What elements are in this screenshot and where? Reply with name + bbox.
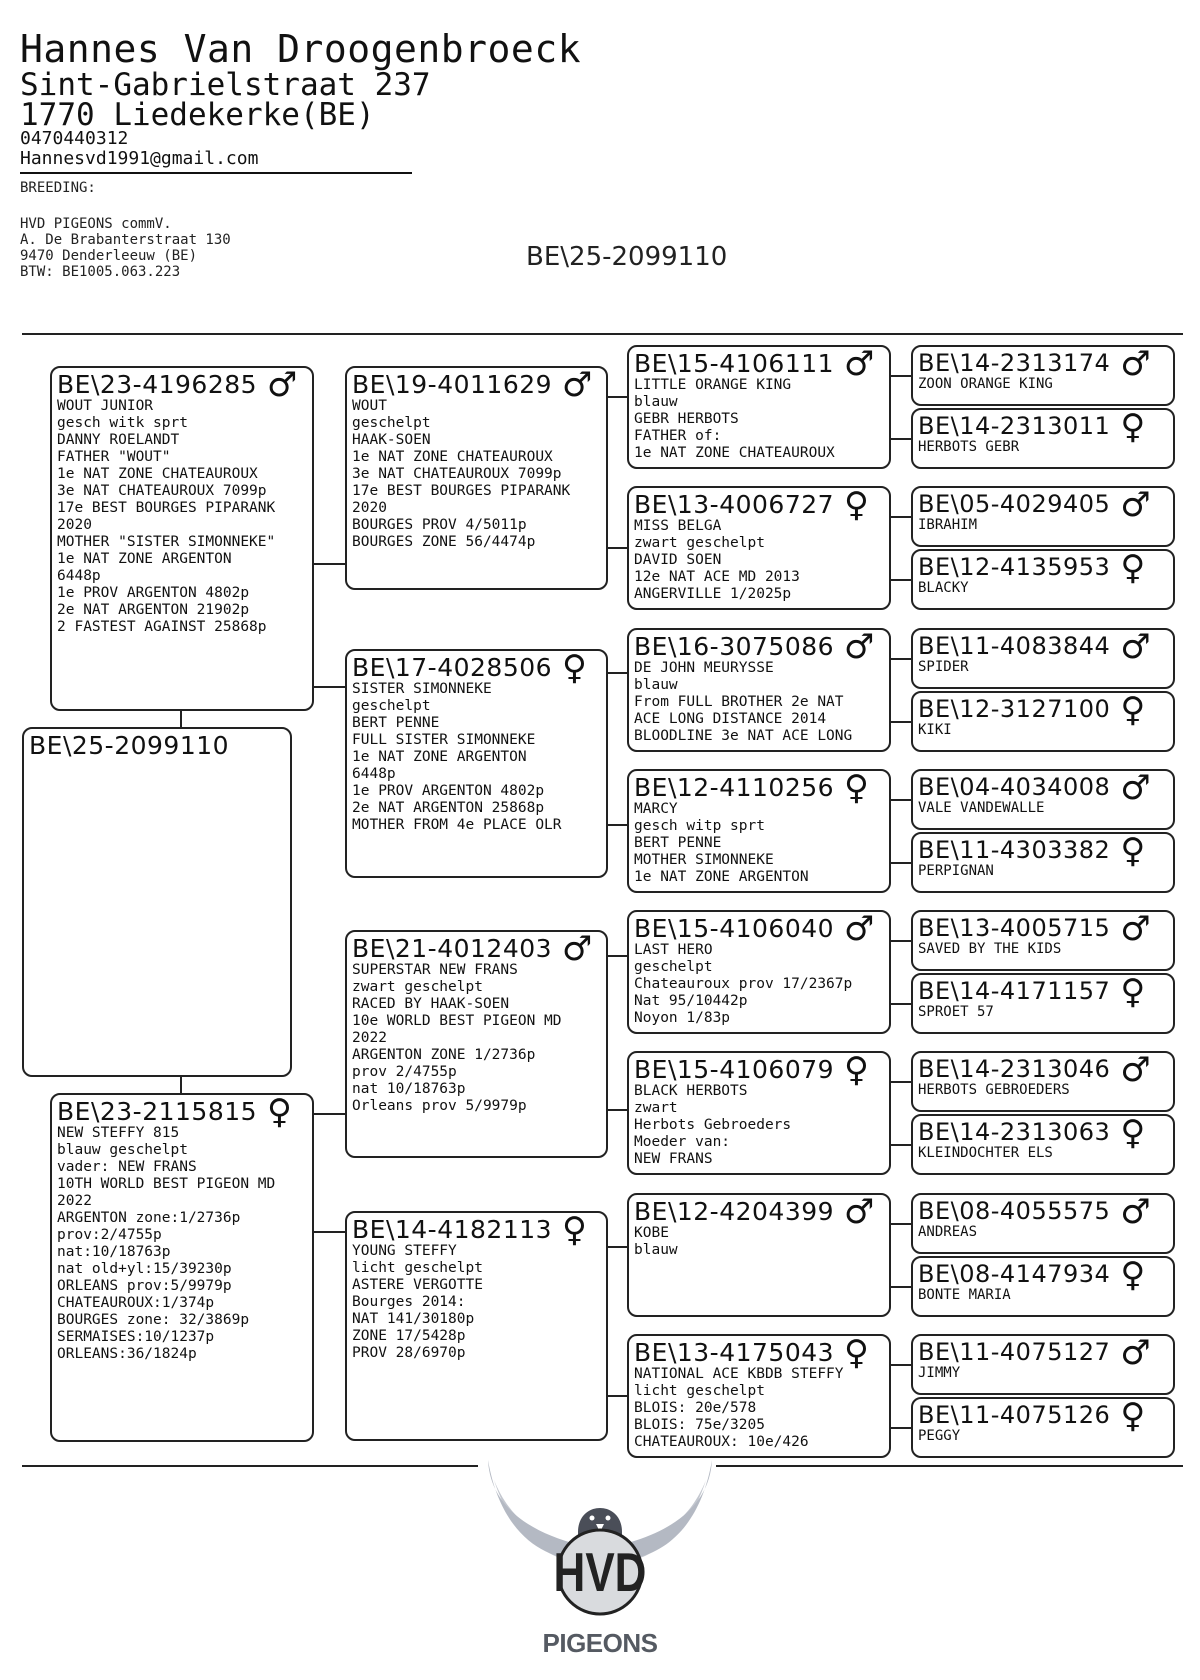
detail-line: MOTHER SIMONNEKE	[634, 852, 774, 868]
detail-line: BERT PENNE	[352, 715, 440, 731]
breeder-line: A. De Brabanterstraat 130	[20, 232, 231, 248]
pigeon-details	[634, 801, 884, 886]
ring-number: BE\16-3075086	[634, 632, 835, 661]
pedigree-card[interactable]	[627, 769, 891, 893]
detail-line: KOBE	[634, 1225, 669, 1241]
detail-line: GEBR HERBOTS	[634, 411, 739, 427]
pedigree-card[interactable]	[911, 408, 1175, 469]
connector-line	[890, 375, 911, 377]
ring-number-row	[634, 628, 884, 667]
connector-line	[890, 1003, 911, 1005]
svg-text:HVD: HVD	[553, 1541, 647, 1604]
detail-line: blauw	[634, 1242, 678, 1258]
ring-number: BE\14-2313011	[918, 412, 1111, 440]
pigeon-details	[634, 518, 884, 603]
male-symbol-icon: ♂	[562, 930, 594, 969]
pedigree-card[interactable]	[911, 832, 1175, 893]
pigeon-details	[57, 398, 307, 636]
ring-number-row	[634, 910, 884, 949]
pedigree-card[interactable]	[911, 1397, 1175, 1458]
owner-city: 1770 Liedekerke(BE)	[20, 97, 375, 133]
connector-subject-dam	[180, 1076, 182, 1093]
pigeon-details	[352, 962, 601, 1115]
male-symbol-icon: ♂	[844, 628, 876, 667]
pigeon-details	[57, 1125, 307, 1363]
pigeon-name: PERPIGNAN	[918, 863, 994, 879]
ring-number-row	[634, 1051, 884, 1090]
ring-number: BE\11-4075127	[918, 1338, 1111, 1366]
ring-number: BE\19-4011629	[352, 370, 553, 399]
female-symbol-icon: ♀	[267, 1093, 293, 1132]
detail-line: CHATEAUROUX:1/374p	[57, 1295, 215, 1311]
ring-number: BE\14-2313174	[918, 349, 1111, 377]
connector-line	[890, 516, 911, 518]
pigeon-details	[634, 660, 884, 745]
pigeon-name: JIMMY	[918, 1365, 961, 1381]
male-symbol-icon: ♂	[1120, 769, 1152, 808]
male-symbol-icon: ♂	[1120, 1334, 1152, 1373]
bottom-divider-right	[716, 1465, 1183, 1467]
pigeon-name: HERBOTS GEBROEDERS	[918, 1082, 1070, 1098]
pedigree-card[interactable]	[911, 345, 1175, 406]
pedigree-card[interactable]	[911, 1114, 1175, 1175]
ring-number: BE\21-4012403	[352, 934, 553, 963]
connector-line	[890, 579, 911, 581]
pigeon-details	[352, 398, 601, 551]
detail-line: 3e NAT CHATEAUROUX 7099p	[57, 483, 267, 499]
detail-line: Noyon 1/83p	[634, 1010, 731, 1026]
female-symbol-icon: ♀	[1120, 1397, 1146, 1436]
detail-line: blauw	[634, 677, 678, 693]
detail-line: 1e PROV ARGENTON 4802p	[57, 585, 250, 601]
detail-line: PROV 28/6970p	[352, 1345, 466, 1361]
female-symbol-icon: ♀	[1120, 1256, 1146, 1295]
ring-number: BE\15-4106111	[634, 349, 835, 378]
pedigree-card[interactable]	[911, 769, 1175, 830]
connector-line	[890, 1081, 911, 1083]
detail-line: WOUT	[352, 398, 387, 414]
breeding-label: BREEDING:	[20, 180, 96, 196]
ring-number-row	[352, 1211, 601, 1250]
detail-line: 2020	[352, 500, 387, 516]
detail-line: ORLEANS:36/1824p	[57, 1346, 197, 1362]
subject-ring-number: BE\25-2099110	[29, 731, 230, 760]
detail-line: LAST HERO	[634, 942, 713, 958]
female-symbol-icon: ♀	[1120, 691, 1146, 730]
detail-line: ZONE 17/5428p	[352, 1328, 466, 1344]
ring-number: BE\12-3127100	[918, 695, 1111, 723]
bottom-divider-left	[22, 1465, 478, 1467]
logo-text: PIGEONS	[542, 1628, 658, 1658]
pedigree-card[interactable]	[911, 973, 1175, 1034]
detail-line: ARGENTON zone:1/2736p	[57, 1210, 241, 1226]
detail-line: BOURGES ZONE 56/4474p	[352, 534, 536, 550]
top-divider	[22, 333, 1183, 335]
pedigree-card[interactable]	[911, 691, 1175, 752]
detail-line: nat 10/18763p	[352, 1081, 466, 1097]
detail-line: Chateauroux prov 17/2367p	[634, 976, 853, 992]
ring-number: BE\05-4029405	[918, 490, 1111, 518]
detail-line: DE JOHN MEURYSSE	[634, 660, 774, 676]
detail-line: ASTERE VERGOTTE	[352, 1277, 483, 1293]
detail-line: 2022	[352, 1030, 387, 1046]
ring-number: BE\04-4034008	[918, 773, 1111, 801]
breeder-line: HVD PIGEONS commV.	[20, 216, 172, 232]
pigeon-details	[634, 1083, 884, 1168]
ring-number: BE\13-4175043	[634, 1338, 835, 1367]
pigeon-name: ZOON ORANGE KING	[918, 376, 1053, 392]
detail-line: 1e NAT ZONE CHATEAUROUX	[57, 466, 258, 482]
male-symbol-icon: ♂	[1120, 345, 1152, 384]
ring-number-row	[352, 649, 601, 688]
pedigree-card[interactable]	[911, 1051, 1175, 1112]
detail-line: geschelpt	[352, 415, 431, 431]
detail-line: 6448p	[352, 766, 396, 782]
ring-number: BE\12-4135953	[918, 553, 1111, 581]
pedigree-card[interactable]	[345, 649, 608, 878]
ring-number: BE\08-4055575	[918, 1197, 1111, 1225]
pigeon-name: SPIDER	[918, 659, 969, 675]
ring-number-row	[352, 366, 601, 405]
detail-line: 1e NAT ZONE ARGENTON	[57, 551, 232, 567]
ring-number: BE\12-4110256	[634, 773, 835, 802]
ring-number: BE\15-4106040	[634, 914, 835, 943]
male-symbol-icon: ♂	[267, 366, 299, 405]
ring-number-row	[634, 345, 884, 384]
female-symbol-icon: ♀	[844, 1334, 870, 1373]
detail-line: 10e WORLD BEST PIGEON MD	[352, 1013, 562, 1029]
pigeon-wings-icon	[480, 1460, 720, 1630]
detail-line: geschelpt	[634, 959, 713, 975]
detail-line: 10TH WORLD BEST PIGEON MD	[57, 1176, 276, 1192]
breeder-info	[20, 216, 231, 280]
female-symbol-icon: ♀	[1120, 832, 1146, 871]
connector-line	[313, 563, 345, 565]
ring-number: BE\11-4083844	[918, 632, 1111, 660]
pigeon-details	[634, 942, 884, 1027]
detail-line: 2020	[57, 517, 92, 533]
detail-line: 12e NAT ACE MD 2013	[634, 569, 800, 585]
male-symbol-icon: ♂	[844, 1193, 876, 1232]
detail-line: Herbots Gebroeders	[634, 1117, 792, 1133]
male-symbol-icon: ♂	[562, 366, 594, 405]
detail-line: nat:10/18763p	[57, 1244, 171, 1260]
detail-line: LITTLE ORANGE KING	[634, 377, 792, 393]
detail-line: DAVID SOEN	[634, 552, 722, 568]
detail-line: 1e NAT ZONE ARGENTON	[634, 869, 809, 885]
connector-line	[890, 1427, 911, 1429]
detail-line: ACE LONG DISTANCE 2014	[634, 711, 827, 727]
detail-line: prov:2/4755p	[57, 1227, 162, 1243]
pedigree-card[interactable]	[627, 486, 891, 610]
pedigree-card[interactable]	[627, 1051, 891, 1175]
male-symbol-icon: ♂	[844, 345, 876, 384]
connector-line	[890, 940, 911, 942]
detail-line: NEW FRANS	[634, 1151, 713, 1167]
connector-line	[313, 1113, 345, 1115]
female-symbol-icon: ♀	[1120, 408, 1146, 447]
connector-line	[890, 862, 911, 864]
breeder-line: 9470 Denderleeuw (BE)	[20, 248, 198, 264]
detail-line: FATHER "WOUT"	[57, 449, 171, 465]
connector-line	[890, 1144, 911, 1146]
detail-line: BOURGES PROV 4/5011p	[352, 517, 527, 533]
ring-number-row	[634, 486, 884, 525]
detail-line: BLACK HERBOTS	[634, 1083, 748, 1099]
detail-line: YOUNG STEFFY	[352, 1243, 457, 1259]
ring-number: BE\13-4005715	[918, 914, 1111, 942]
connector-subject-sire	[180, 710, 182, 727]
detail-line: blauw	[634, 394, 678, 410]
male-symbol-icon: ♂	[844, 910, 876, 949]
detail-line: 2 FASTEST AGAINST 25868p	[57, 619, 267, 635]
detail-line: Moeder van:	[634, 1134, 731, 1150]
detail-line: 2022	[57, 1193, 92, 1209]
pedigree-card[interactable]	[911, 1256, 1175, 1317]
pigeon-name: HERBOTS GEBR	[918, 439, 1020, 455]
male-symbol-icon: ♂	[1120, 486, 1152, 525]
female-symbol-icon: ♀	[562, 1211, 588, 1250]
pedigree-card[interactable]	[345, 1211, 608, 1441]
ring-number: BE\14-2313046	[918, 1055, 1111, 1083]
detail-line: RACED BY HAAK-SOEN	[352, 996, 510, 1012]
pedigree-card[interactable]	[911, 549, 1175, 610]
detail-line: Orleans prov 5/9979p	[352, 1098, 527, 1114]
pigeon-name: SAVED BY THE KIDS	[918, 941, 1062, 957]
connector-line	[607, 1109, 627, 1111]
female-symbol-icon: ♀	[562, 649, 588, 688]
detail-line: Bourges 2014:	[352, 1294, 466, 1310]
connector-line	[890, 1223, 911, 1225]
female-symbol-icon: ♀	[1120, 1114, 1146, 1153]
detail-line: 1e NAT ZONE CHATEAUROUX	[634, 445, 835, 461]
ring-number-row	[634, 1334, 884, 1373]
connector-line	[313, 686, 345, 688]
owner-name: Hannes Van Droogenbroeck	[20, 27, 582, 71]
pedigree-card[interactable]	[345, 366, 608, 590]
owner-email: Hannesvd1991@gmail.com	[20, 148, 259, 169]
detail-line: geschelpt	[352, 698, 431, 714]
detail-line: prov 2/4755p	[352, 1064, 457, 1080]
detail-line: licht geschelpt	[634, 1383, 765, 1399]
pedigree-card[interactable]	[627, 910, 891, 1034]
detail-line: 3e NAT CHATEAUROUX 7099p	[352, 466, 562, 482]
ring-number-row	[352, 930, 601, 969]
pedigree-card[interactable]	[911, 628, 1175, 689]
ring-number: BE\13-4006727	[634, 490, 835, 519]
detail-line: vader: NEW FRANS	[57, 1159, 197, 1175]
pedigree-card[interactable]	[345, 930, 608, 1158]
male-symbol-icon: ♂	[1120, 910, 1152, 949]
pigeon-name: VALE VANDEWALLE	[918, 800, 1045, 816]
detail-line: gesch witk sprt	[57, 415, 188, 431]
pigeon-name: KLEINDOCHTER ELS	[918, 1145, 1053, 1161]
detail-line: From FULL BROTHER 2e NAT	[634, 694, 844, 710]
detail-line: SISTER SIMONNEKE	[352, 681, 492, 697]
connector-line	[607, 1395, 627, 1397]
ring-number: BE\12-4204399	[634, 1197, 835, 1226]
detail-line: licht geschelpt	[352, 1260, 483, 1276]
ring-number: BE\15-4106079	[634, 1055, 835, 1084]
male-symbol-icon: ♂	[1120, 1193, 1152, 1232]
detail-line: CHATEAUROUX: 10e/426	[634, 1434, 809, 1450]
pigeon-details	[634, 377, 884, 462]
connector-line	[607, 1246, 627, 1248]
connector-line	[890, 721, 911, 723]
pigeon-details	[352, 1243, 601, 1362]
detail-line: NATIONAL ACE KBDB STEFFY	[634, 1366, 844, 1382]
detail-line: 2e NAT ARGENTON 25868p	[352, 800, 545, 816]
male-symbol-icon: ♂	[1120, 1051, 1152, 1090]
detail-line: Nat 95/10442p	[634, 993, 748, 1009]
detail-line: 6448p	[57, 568, 101, 584]
detail-line: 1e NAT ZONE ARGENTON	[352, 749, 527, 765]
owner-divider	[20, 172, 412, 174]
female-symbol-icon: ♀	[1120, 973, 1146, 1012]
detail-line: zwart geschelpt	[634, 535, 765, 551]
female-symbol-icon: ♀	[844, 1051, 870, 1090]
detail-line: 2e NAT ARGENTON 21902p	[57, 602, 250, 618]
pedigree-card[interactable]	[50, 366, 314, 711]
pedigree-card[interactable]	[627, 345, 891, 469]
ring-number: BE\08-4147934	[918, 1260, 1111, 1288]
detail-line: 17e BEST BOURGES PIPARANK	[352, 483, 571, 499]
ring-number: BE\14-4171157	[918, 977, 1111, 1005]
ring-number-row	[634, 769, 884, 808]
detail-line: FATHER of:	[634, 428, 722, 444]
male-symbol-icon: ♂	[1120, 628, 1152, 667]
detail-line: BLOIS: 75e/3205	[634, 1417, 765, 1433]
detail-line: HAAK-SOEN	[352, 432, 431, 448]
detail-line: zwart	[634, 1100, 678, 1116]
detail-line: BLOODLINE 3e NAT ACE LONG	[634, 728, 853, 744]
pigeon-name: SPROET 57	[918, 1004, 994, 1020]
detail-line: ANGERVILLE 1/2025p	[634, 586, 792, 602]
pedigree-card[interactable]	[911, 1193, 1175, 1254]
pedigree-card[interactable]	[627, 628, 891, 752]
detail-line: ARGENTON ZONE 1/2736p	[352, 1047, 536, 1063]
pigeon-name: BONTE MARIA	[918, 1287, 1011, 1303]
owner-phone: 0470440312	[20, 128, 129, 149]
female-symbol-icon: ♀	[844, 769, 870, 808]
detail-line: SERMAISES:10/1237p	[57, 1329, 215, 1345]
detail-line: FULL SISTER SIMONNEKE	[352, 732, 536, 748]
pedigree-card[interactable]	[911, 910, 1175, 971]
detail-line: MOTHER "SISTER SIMONNEKE"	[57, 534, 276, 550]
connector-line	[607, 547, 627, 549]
connector-line	[607, 396, 627, 398]
subject-card[interactable]	[22, 727, 292, 1077]
connector-line	[607, 824, 627, 826]
connector-line	[890, 799, 911, 801]
detail-line: zwart geschelpt	[352, 979, 483, 995]
detail-line: BOURGES zone: 32/3869p	[57, 1312, 250, 1328]
ring-number: BE\14-4182113	[352, 1215, 553, 1244]
connector-line	[890, 1286, 911, 1288]
connector-line	[890, 1364, 911, 1366]
detail-line: nat old+yl:15/39230p	[57, 1261, 232, 1277]
pigeon-name: PEGGY	[918, 1428, 961, 1444]
detail-line: 17e BEST BOURGES PIPARANK	[57, 500, 276, 516]
pedigree-card[interactable]	[627, 1193, 891, 1317]
detail-line: ORLEANS prov:5/9979p	[57, 1278, 232, 1294]
pedigree-card[interactable]	[911, 486, 1175, 547]
detail-line: MARCY	[634, 801, 678, 817]
detail-line: WOUT JUNIOR	[57, 398, 154, 414]
ring-number: BE\23-4196285	[57, 370, 258, 399]
detail-line: NAT 141/30180p	[352, 1311, 475, 1327]
detail-line: gesch witp sprt	[634, 818, 765, 834]
breeder-line: BTW: BE1005.063.223	[20, 264, 181, 280]
pigeon-details	[634, 1366, 884, 1451]
connector-line	[313, 1231, 345, 1233]
pedigree-card[interactable]	[627, 1334, 891, 1458]
detail-line: BLOIS: 20e/578	[634, 1400, 757, 1416]
detail-line: blauw geschelpt	[57, 1142, 188, 1158]
connector-line	[890, 438, 911, 440]
ring-number: BE\23-2115815	[57, 1097, 258, 1126]
owner-street: Sint-Gabrielstraat 237	[20, 67, 431, 103]
pedigree-card[interactable]	[50, 1093, 314, 1442]
pigeon-name: ANDREAS	[918, 1224, 978, 1240]
subject-ring-header: BE\25-2099110	[526, 242, 728, 272]
pigeon-name: IBRAHIM	[918, 517, 978, 533]
detail-line: 1e PROV ARGENTON 4802p	[352, 783, 545, 799]
ring-number: BE\14-2313063	[918, 1118, 1111, 1146]
detail-line: NEW STEFFY 815	[57, 1125, 180, 1141]
ring-number: BE\17-4028506	[352, 653, 553, 682]
ring-number-row	[57, 366, 307, 405]
hvd-pigeons-logo	[480, 1460, 720, 1660]
connector-line	[607, 955, 627, 957]
detail-line: BERT PENNE	[634, 835, 722, 851]
detail-line: DANNY ROELANDT	[57, 432, 180, 448]
pigeon-name: KIKI	[918, 722, 952, 738]
female-symbol-icon: ♀	[844, 486, 870, 525]
detail-line: 1e NAT ZONE CHATEAUROUX	[352, 449, 553, 465]
detail-line: MISS BELGA	[634, 518, 722, 534]
female-symbol-icon: ♀	[1120, 549, 1146, 588]
ring-number: BE\11-4303382	[918, 836, 1111, 864]
detail-line: MOTHER FROM 4e PLACE OLR	[352, 817, 562, 833]
connector-line	[607, 672, 627, 674]
ring-number-row	[634, 1193, 884, 1232]
ring-number-row	[57, 1093, 307, 1132]
pedigree-card[interactable]	[911, 1334, 1175, 1395]
ring-number: BE\11-4075126	[918, 1401, 1111, 1429]
connector-line	[890, 658, 911, 660]
pigeon-name: BLACKY	[918, 580, 969, 596]
pigeon-details	[352, 681, 601, 834]
detail-line: SUPERSTAR NEW FRANS	[352, 962, 518, 978]
